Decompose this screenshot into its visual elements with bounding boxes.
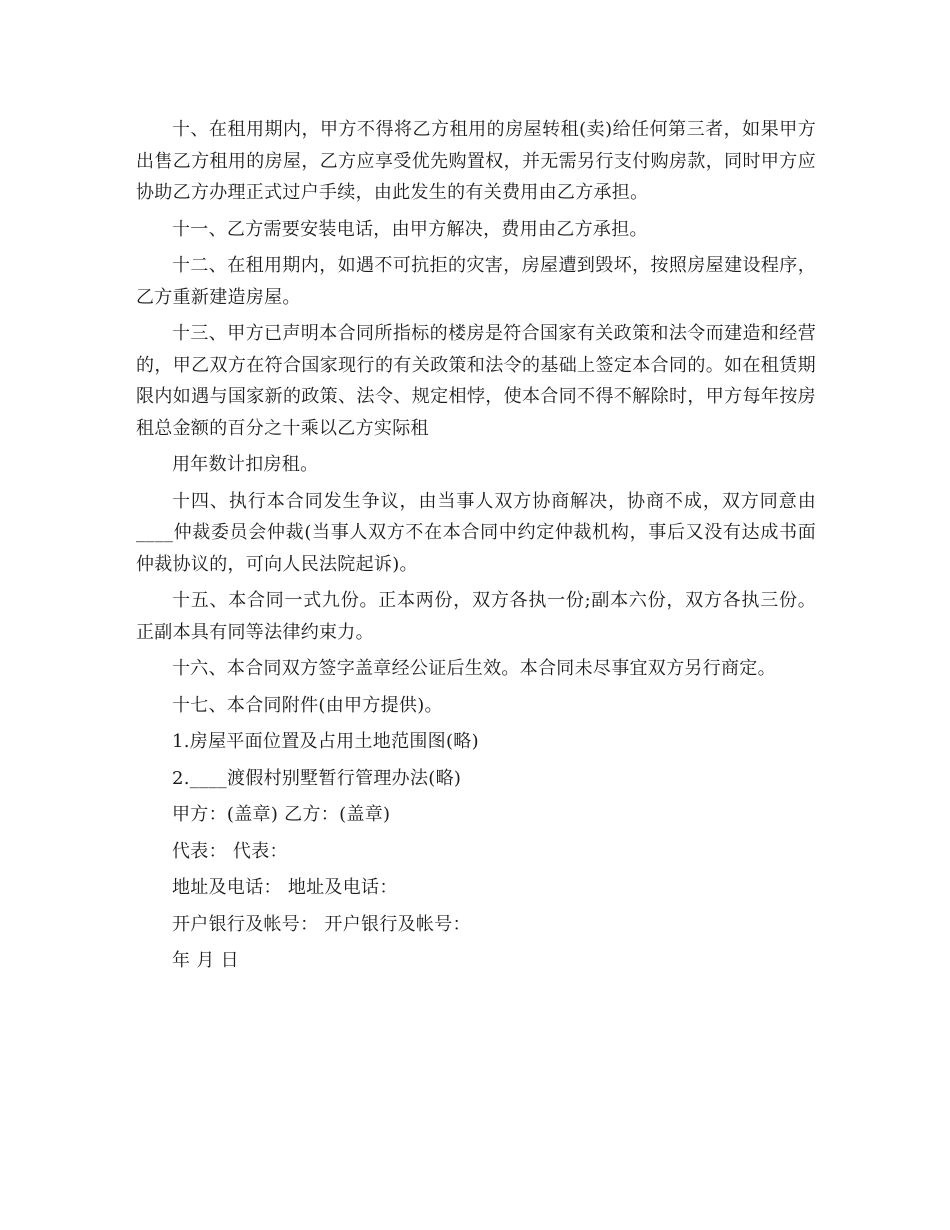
clause-13: 十三、甲方已声明本合同所指标的楼房是符合国家有关政策和法令而建造和经营的，甲乙双方在符合国家现行的有关政策和法令的基础上签定本合同的。如在租赁期限内如遇与国家新的政策、法令、规定相悖，使本合同不得不解除时，甲方每年按房租总金额的百分之十乘以乙方实际租 [136, 323, 816, 439]
clause-15: 十五、本合同一式九份。正本两份，双方各执一份;副本六份，双方各执三份。正副本具有同等法律约束力。 [136, 590, 816, 643]
signature-address-phone: 地址及电话： 地址及电话： [172, 877, 398, 898]
clause-11: 十一、乙方需要安装电话，由甲方解决，费用由乙方承担。 [172, 218, 648, 240]
signature-parties: 甲方：(盖章) 乙方：(盖章) [172, 804, 391, 825]
clause-14: 十四、执行本合同发生争议，由当事人双方协商解决，协商不成，双方同意由____仲裁委员会仲裁(当事人双方不在本合同中约定仲裁机构，事后又没有达成书面仲裁协议的，可向人民法院起诉)。 [136, 490, 816, 575]
clause-17: 十七、本合同附件(由甲方提供)。 [172, 694, 443, 716]
signature-representatives: 代表： 代表： [172, 840, 288, 862]
clause-13-continued: 用年数计扣房租。 [172, 454, 319, 475]
contract-body [136, 114, 816, 982]
signature-bank-account: 开户银行及帐号： 开户银行及帐号： [172, 913, 471, 935]
attachment-2: 2.____渡假村别墅暂行管理办法(略) [172, 767, 462, 789]
signature-date: 年 月 日 [172, 950, 239, 971]
clause-12: 十二、在租用期内，如遇不可抗拒的灾害，房屋遭到毁坏，按照房屋建设程序，乙方重新建造房屋。 [136, 255, 816, 308]
clause-16: 十六、本合同双方签字盖章经公证后生效。本合同未尽事宜双方另行商定。 [172, 658, 776, 679]
attachment-1: 1.房屋平面位置及占用土地范围图(略) [172, 731, 479, 752]
clause-10: 十、在租用期内，甲方不得将乙方租用的房屋转租(卖)给任何第三者，如果甲方出售乙方租用的房屋，乙方应享受优先购置权，并无需另行支付购房款，同时甲方应协助乙方办理正式过户手续，由此发生的有关费用由乙方承担。 [136, 119, 816, 203]
